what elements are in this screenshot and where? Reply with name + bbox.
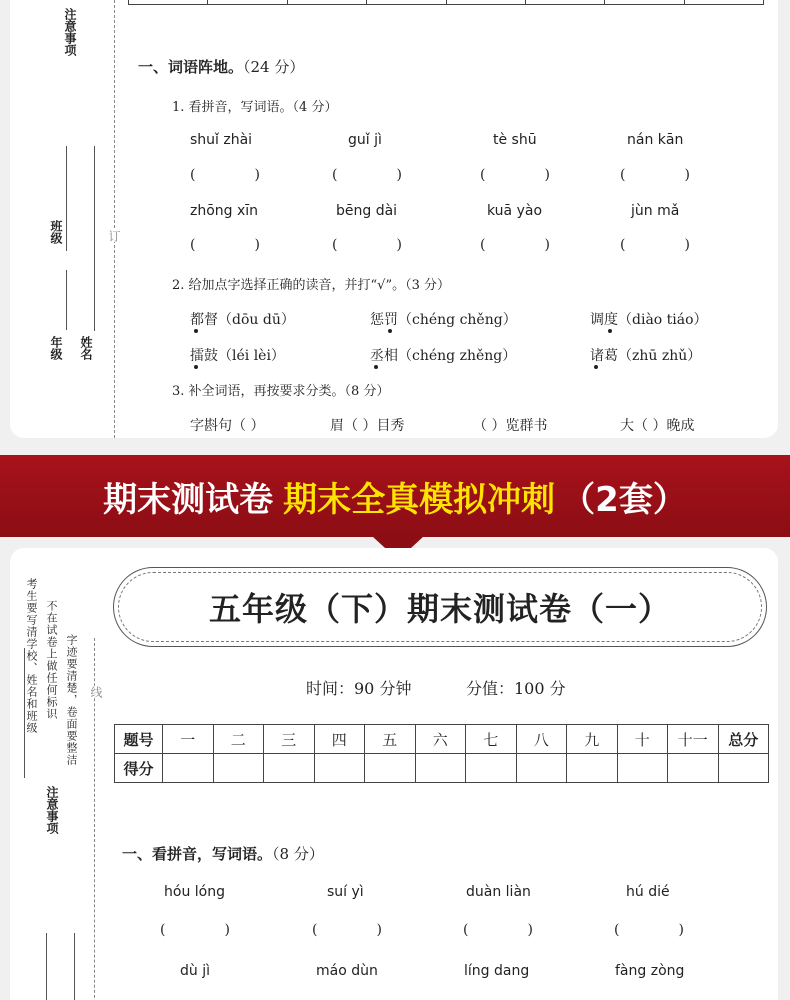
exam-title: 五年级（下）期末测试卷（一） xyxy=(208,590,671,628)
score-cell[interactable] xyxy=(213,754,264,783)
column-header-total: 总分 xyxy=(718,725,769,754)
reading-choice[interactable]: 擂鼓（léi lèi） xyxy=(190,345,285,365)
pinyin-item: guǐ jì xyxy=(348,132,382,148)
answer-blank[interactable]: ( ) xyxy=(463,922,533,938)
score-cell[interactable] xyxy=(314,754,365,783)
column-header: 三 xyxy=(264,725,315,754)
pinyin-item: duàn liàn xyxy=(466,884,531,900)
bottom-exam-sheet xyxy=(10,548,778,1000)
q1-title: 1. 看拼音，写词语。（4 分） xyxy=(172,100,338,115)
answer-blank[interactable]: ( ) xyxy=(160,922,230,938)
answer-blank[interactable]: ( ) xyxy=(480,167,550,183)
column-header: 二 xyxy=(213,725,264,754)
score-cell[interactable] xyxy=(718,754,769,783)
reading-choice[interactable]: 丞相（chéng zhěng） xyxy=(370,345,516,365)
reading-choice[interactable]: 调度（diào tiáo） xyxy=(590,309,708,329)
pinyin-item: shuǐ zhài xyxy=(190,132,253,148)
pinyin-item: tè shū xyxy=(493,132,537,148)
reading-choice[interactable]: 都督（dōu dū） xyxy=(190,309,295,329)
q2-title: 2. 给加点字选择正确的读音，并打“√”。（3 分） xyxy=(172,278,451,293)
exam-score: 分值：100 分 xyxy=(466,679,566,698)
score-cell[interactable] xyxy=(567,754,618,783)
answer-blank[interactable]: ( ) xyxy=(190,237,260,253)
notes-box xyxy=(24,574,92,779)
binding-line xyxy=(114,0,115,438)
pinyin-item: máo dùn xyxy=(316,963,378,979)
row-header-score: 得分 xyxy=(115,754,163,783)
section-1-title: 一、看拼音，写词语。（8 分） xyxy=(122,845,324,863)
name-line xyxy=(94,146,95,331)
q3-title: 3. 补全词语，再按要求分类。（8 分） xyxy=(172,384,390,399)
score-cell[interactable] xyxy=(516,754,567,783)
column-header: 六 xyxy=(415,725,466,754)
pinyin-item: jùn mǎ xyxy=(631,203,680,219)
answer-blank[interactable]: ( ) xyxy=(332,167,402,183)
column-header: 四 xyxy=(314,725,365,754)
score-cell[interactable] xyxy=(668,754,719,783)
answer-blank[interactable]: ( ) xyxy=(614,922,684,938)
binding-label: 订 xyxy=(107,230,121,242)
class-label: 班级 xyxy=(49,220,63,244)
score-table xyxy=(114,724,769,783)
score-cell[interactable] xyxy=(466,754,517,783)
note-line: 不在试卷上做任何标识 xyxy=(45,600,58,720)
banner-yellow-text: 期末全真模拟冲刺 xyxy=(283,479,556,520)
score-cell[interactable] xyxy=(617,754,668,783)
column-header: 五 xyxy=(365,725,416,754)
score-cell[interactable] xyxy=(163,754,214,783)
top-score-grid xyxy=(128,0,764,5)
pinyin-item: líng dang xyxy=(464,963,530,979)
pinyin-item: bēng dài xyxy=(336,203,398,219)
pinyin-item: nán kān xyxy=(627,132,684,148)
pinyin-item: kuā yào xyxy=(487,203,543,219)
score-cell[interactable] xyxy=(365,754,416,783)
pinyin-item: zhōng xīn xyxy=(190,203,259,219)
score-cell[interactable] xyxy=(415,754,466,783)
idiom-blank[interactable]: （ ）览群书 xyxy=(473,418,548,434)
promo-banner xyxy=(0,455,790,537)
answer-blank[interactable]: ( ) xyxy=(620,167,690,183)
pinyin-item: hú dié xyxy=(626,884,670,900)
banner-white-text: 期末测试卷 xyxy=(103,479,274,520)
answer-blank[interactable]: ( ) xyxy=(620,237,690,253)
answer-blank[interactable]: ( ) xyxy=(312,922,382,938)
score-cell[interactable] xyxy=(264,754,315,783)
idiom-blank[interactable]: 眉（ ）目秀 xyxy=(330,418,405,434)
pinyin-item: suí yì xyxy=(327,884,364,900)
row-header-number: 题号 xyxy=(115,725,163,754)
pinyin-item: hóu lóng xyxy=(164,884,225,900)
note-line: 考生要写清学校、姓名和班级 xyxy=(25,578,38,734)
answer-blank[interactable]: ( ) xyxy=(190,167,260,183)
idiom-blank[interactable]: 字斟句（ ） xyxy=(190,418,265,434)
section-1-title: 一、词语阵地。（24 分） xyxy=(138,58,305,76)
info-line xyxy=(46,933,47,1000)
column-header: 十一 xyxy=(668,725,719,754)
notes-title: 注意事项 xyxy=(45,786,59,834)
column-header: 一 xyxy=(163,725,214,754)
class-line xyxy=(66,146,67,251)
top-exam-sheet xyxy=(10,0,778,438)
column-header: 十 xyxy=(617,725,668,754)
info-line xyxy=(74,933,75,1000)
binding-label: 线 xyxy=(89,686,103,698)
column-header: 七 xyxy=(466,725,517,754)
grade-line xyxy=(66,270,67,330)
notes-label: 注意事项 xyxy=(63,8,77,56)
banner-tail-text: （2套） xyxy=(561,479,687,520)
pinyin-item: dù jì xyxy=(180,963,210,979)
idiom-blank[interactable]: 大（ ）晚成 xyxy=(620,418,695,434)
answer-blank[interactable]: ( ) xyxy=(332,237,402,253)
column-header: 八 xyxy=(516,725,567,754)
grade-label: 年级 xyxy=(49,336,63,360)
reading-choice[interactable]: 诸葛（zhū zhǔ） xyxy=(590,345,701,365)
note-line: 字迹要清楚，卷面要整洁 xyxy=(65,634,78,766)
column-header: 九 xyxy=(567,725,618,754)
pinyin-item: fàng zòng xyxy=(615,963,685,979)
answer-blank[interactable]: ( ) xyxy=(480,237,550,253)
name-label: 姓名 xyxy=(79,336,93,360)
exam-time: 时间：90 分钟 xyxy=(306,679,412,698)
notes-border xyxy=(24,648,25,778)
reading-choice[interactable]: 惩罚（chéng chěng） xyxy=(370,309,517,329)
